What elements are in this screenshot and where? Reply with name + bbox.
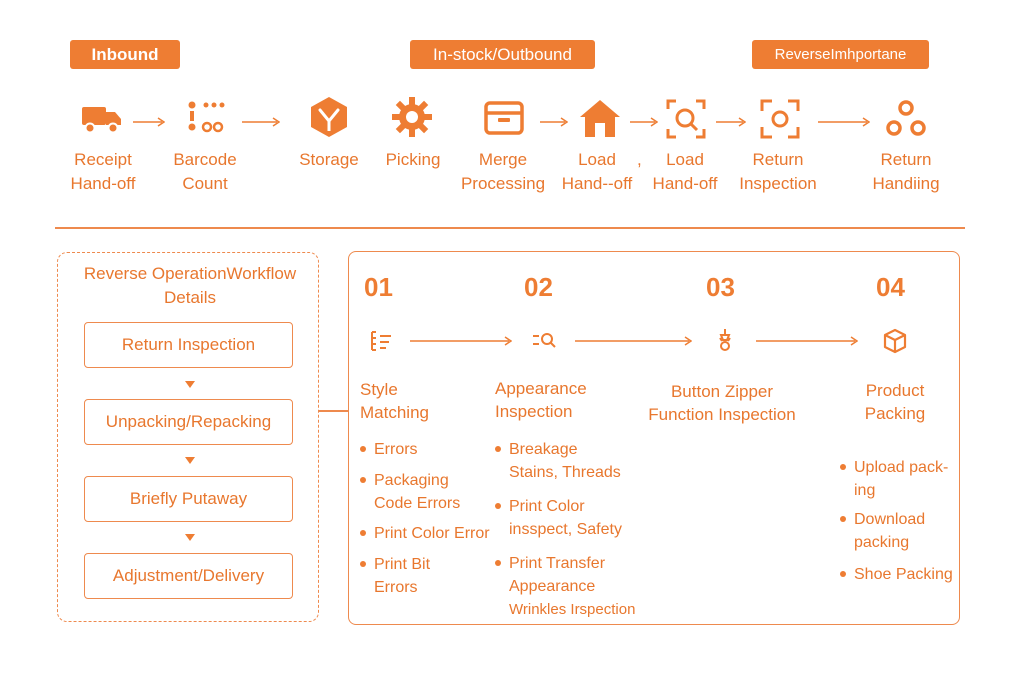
step-number-04: 04 xyxy=(876,272,905,302)
step-label-picking: Picking xyxy=(385,150,441,169)
step-number-02: 02 xyxy=(524,272,553,302)
phase-inbound: Inbound xyxy=(70,40,180,69)
flow-arrow-2 xyxy=(575,336,692,346)
bullet-item: Print Color insspect, Safety xyxy=(495,495,622,541)
flow-arrow-3 xyxy=(756,336,858,346)
bullet-item: Print Color Error xyxy=(360,522,490,545)
scan-search-icon xyxy=(664,97,708,141)
left-item-putaway: Briefly Putaway xyxy=(84,476,293,522)
cube-icon xyxy=(880,326,910,356)
step-title-style-matching: Style Matching xyxy=(360,380,429,422)
scan-target-icon xyxy=(758,97,802,141)
archive-box-icon xyxy=(482,97,526,141)
bullet-item: Download packing xyxy=(840,508,925,554)
bullet-item: Print Bit Errors xyxy=(360,553,430,599)
step-label-load-1: Load Hand--off xyxy=(561,150,633,193)
reverse-workflow-title: Reverse OperationWorkflow Details xyxy=(83,264,297,307)
step-label-merge: Merge Processing xyxy=(460,150,546,193)
left-item-return-inspection: Return Inspection xyxy=(84,322,293,368)
panel-connector xyxy=(319,410,349,412)
box-icon xyxy=(307,95,351,139)
step-label-return-handling: Return Handiing xyxy=(872,150,940,193)
step-label-receipt: Receipt Hand-off xyxy=(70,150,136,193)
arrow-4 xyxy=(630,117,658,127)
step-label-storage: Storage xyxy=(299,150,359,169)
gear-icon xyxy=(390,95,434,139)
list-icon xyxy=(367,326,397,356)
left-item-adjustment: Adjustment/Delivery xyxy=(84,553,293,599)
arrow-2 xyxy=(242,117,280,127)
step-title-product-packing: Product Packing xyxy=(864,381,926,423)
left-item-unpacking: Unpacking/Repacking xyxy=(84,399,293,445)
bullet-item: Upload pack- ing xyxy=(840,456,948,502)
bullet-item: Packaging Code Errors xyxy=(360,469,460,515)
arrow-1 xyxy=(133,117,165,127)
home-icon xyxy=(578,97,622,141)
truck-icon xyxy=(80,97,124,141)
arrow-5 xyxy=(716,117,746,127)
bullet-item: Breakage Stains, Threads xyxy=(495,438,621,484)
bullet-item: Errors xyxy=(360,438,418,461)
flow-arrow-1 xyxy=(410,336,512,346)
search-icon xyxy=(529,326,559,356)
section-divider xyxy=(55,227,965,229)
comma-text: , xyxy=(637,150,642,169)
down-arrow-icon xyxy=(185,457,195,464)
step-label-barcode: Barcode Count xyxy=(173,150,237,193)
step-label-load-2: Load Hand-off xyxy=(652,150,718,193)
step-number-01: 01 xyxy=(364,272,393,302)
step-number-03: 03 xyxy=(706,272,735,302)
phase-instock-outbound: In-stock/Outbound xyxy=(410,40,595,69)
down-arrow-icon xyxy=(185,381,195,388)
step-title-button-zipper: Button Zipper Function Inspection xyxy=(648,382,796,424)
zipper-icon xyxy=(710,326,740,356)
barcode-icon xyxy=(185,97,229,141)
bullet-item: Shoe Packing xyxy=(840,563,953,586)
phase-reverse: ReverseImhportane xyxy=(752,40,929,69)
down-arrow-icon xyxy=(185,534,195,541)
three-circles-icon xyxy=(884,97,928,141)
step-title-appearance: Appearance Inspection xyxy=(495,379,587,421)
step-label-return-inspection: Return Inspection xyxy=(739,150,817,193)
arrow-3 xyxy=(540,117,568,127)
bullet-item: Print Transfer Appearance Wrinkles Irspection xyxy=(495,552,635,621)
arrow-6 xyxy=(818,117,870,127)
